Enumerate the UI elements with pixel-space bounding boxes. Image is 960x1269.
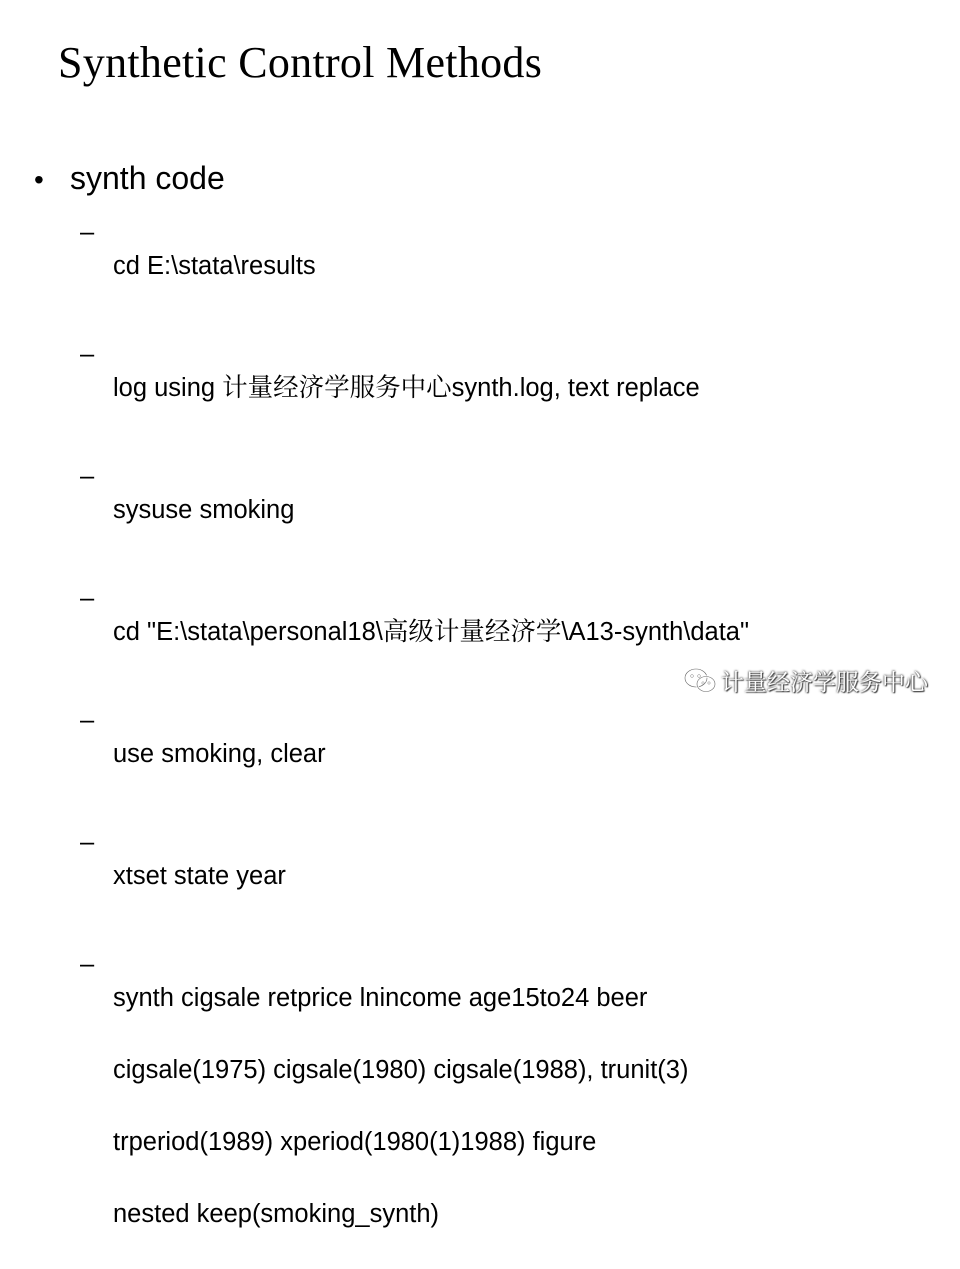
code-line-text: trperiod(1989) xperiod(1980(1)1988) figure <box>113 1128 597 1156</box>
wechat-icon <box>683 667 717 695</box>
code-line-item <box>80 459 913 561</box>
code-line-text: log using 计量经济学服务中心synth.log, text replace <box>113 374 700 402</box>
code-line-text: synth cigsale retprice lnincome age15to24 beer <box>113 984 648 1012</box>
bullet-synth-code <box>34 158 225 200</box>
code-line-text: cd "E:\stata\personal18\高级计量经济学\A13-synth\data" <box>113 618 750 646</box>
dash-symbol: – <box>80 462 95 490</box>
code-line-item <box>80 337 913 439</box>
dash-symbol: – <box>80 706 95 734</box>
code-line-list <box>80 215 913 1269</box>
dash-symbol: – <box>80 218 95 246</box>
bullet-symbol: • <box>34 164 44 195</box>
code-line-item <box>80 825 913 927</box>
code-line-text: use smoking, clear <box>113 740 326 768</box>
dash-symbol: – <box>80 828 95 856</box>
watermark <box>683 664 928 697</box>
code-line-text: sysuse smoking <box>113 496 295 524</box>
dash-symbol: – <box>80 340 95 368</box>
code-line-text: cigsale(1975) cigsale(1980) cigsale(1988), trunit(3) <box>113 1056 689 1084</box>
code-line-text: cd E:\stata\results <box>113 252 316 280</box>
dash-symbol: – <box>80 584 95 612</box>
bullet-text: synth code <box>70 160 225 196</box>
code-line-item <box>80 947 913 1269</box>
code-line-text: nested keep(smoking_synth) <box>113 1200 440 1228</box>
code-line-text: xtset state year <box>113 862 286 890</box>
watermark-text: 计量经济学服务中心 <box>721 669 928 695</box>
code-line-item <box>80 703 913 805</box>
dash-symbol: – <box>80 950 95 978</box>
slide-title: Synthetic Control Methods <box>58 38 543 87</box>
code-line-item <box>80 215 913 317</box>
